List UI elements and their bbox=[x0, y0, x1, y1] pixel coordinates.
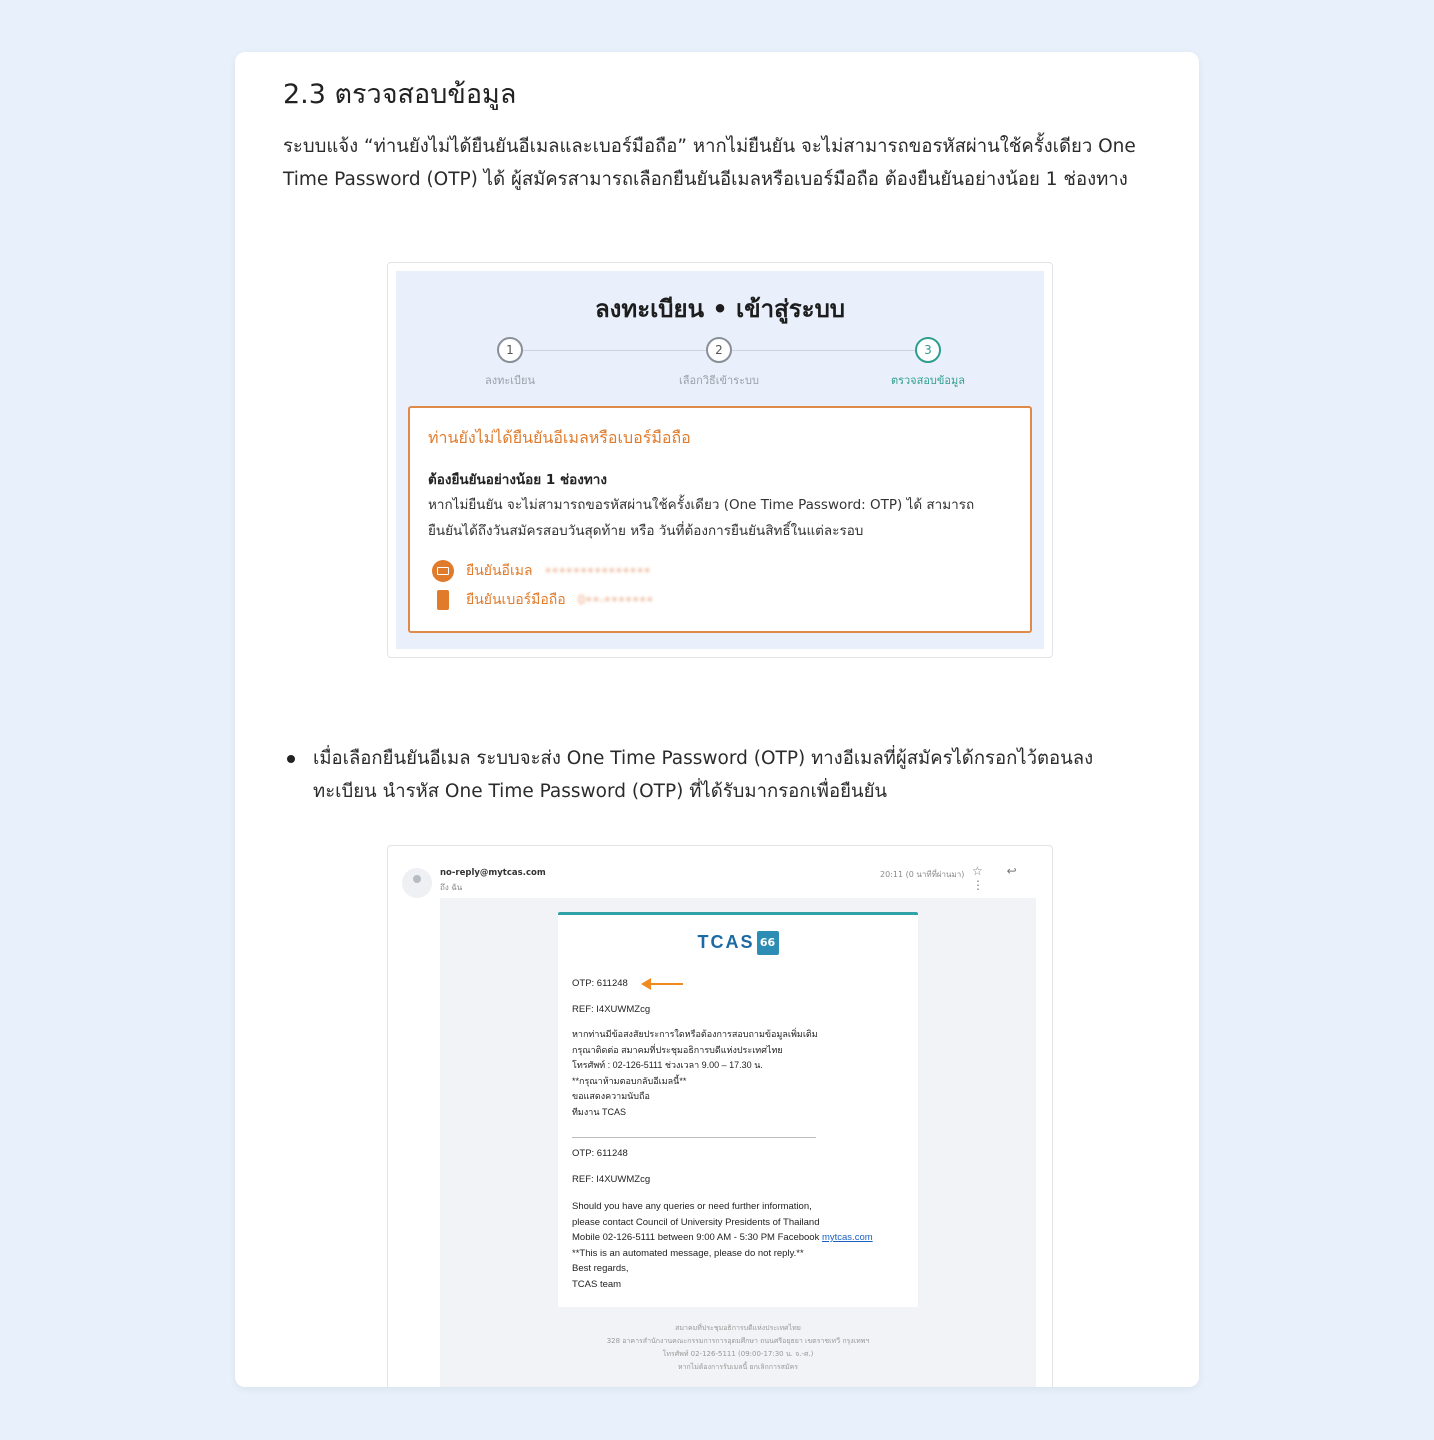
registration-screenshot bbox=[387, 262, 1053, 658]
email-date: 20:11 (0 นาทีที่ผ่านมา) bbox=[880, 870, 965, 879]
otp-code: OTP: 611248 bbox=[572, 978, 628, 989]
step-number: 3 bbox=[915, 337, 941, 363]
verify-phone-label: ยืนยันเบอร์มือถือ bbox=[466, 592, 566, 608]
step-label: เลือกวิธีเข้าระบบ bbox=[679, 374, 759, 387]
verification-warning-box bbox=[408, 406, 1032, 633]
logo-text: TCAS bbox=[697, 931, 755, 952]
section-heading: 2.3 ตรวจสอบข้อมูล bbox=[283, 79, 517, 110]
tcas-logo bbox=[558, 931, 918, 955]
verify-email-link[interactable] bbox=[432, 560, 651, 582]
divider bbox=[572, 1137, 816, 1138]
english-body-closing: **This is an automated message, please do not reply.** Best regards, TCAS team bbox=[572, 1247, 804, 1290]
phone-icon bbox=[437, 590, 449, 610]
english-body-text: Should you have any queries or need further information, please contact Council of University Presidents of Thailand Mobile 02-126-5111 between 9:00 AM - 5:30 PM Facebook bbox=[572, 1201, 820, 1243]
verify-phone-link[interactable] bbox=[432, 589, 653, 611]
step-3 bbox=[858, 337, 998, 389]
content-card bbox=[235, 52, 1199, 1387]
step-1 bbox=[440, 337, 580, 389]
section-paragraph: ระบบแจ้ง “ท่านยังไม่ได้ยืนยันอีเมลและเบอร์มือถือ” หากไม่ยืนยัน จะไม่สามารถขอรหัสผ่านใช้ครั้งเดียว One Time Password (OTP) ได้ ผู้สมัครสามารถเลือกยืนยันอีเมลหรือเบอร์มือถือ ต้องยืนยันอย่างน้อย 1 ช่องทาง bbox=[283, 136, 1136, 190]
registration-panel bbox=[396, 271, 1044, 649]
avatar bbox=[402, 868, 432, 898]
mail-icon bbox=[432, 560, 454, 582]
email-sender: no-reply@mytcas.com bbox=[440, 868, 546, 878]
email-message-card bbox=[558, 912, 918, 1307]
ref-code-2: REF: I4XUWMZcg bbox=[572, 1174, 651, 1185]
bullet-text: เมื่อเลือกยืนยันอีเมล ระบบจะส่ง One Time Password (OTP) ทางอีเมลที่ผู้สมัครได้กรอกไว้ตอนลงทะเบียน นำรหัส One Time Password (OTP) ที่ได้รับมากรอกเพื่อยืนยัน bbox=[313, 748, 1094, 802]
step-label: ตรวจสอบข้อมูล bbox=[890, 374, 966, 387]
bullet-dot bbox=[287, 755, 295, 763]
warning-title: ท่านยังไม่ได้ยืนยันอีเมลหรือเบอร์มือถือ bbox=[428, 428, 691, 447]
warning-subtitle: ต้องยืนยันอย่างน้อย 1 ช่องทาง bbox=[428, 472, 607, 488]
ref-code: REF: I4XUWMZcg bbox=[572, 1004, 651, 1015]
mytcas-link[interactable]: mytcas.com bbox=[821, 1232, 873, 1243]
email-action-icons[interactable]: ☆ ↩ ⋮ bbox=[972, 864, 1027, 892]
email-recipient: ถึง ฉัน bbox=[440, 883, 463, 892]
email-value: ••••••••••••••• bbox=[544, 564, 651, 578]
step-number: 1 bbox=[497, 337, 523, 363]
email-footer: สมาคมที่ประชุมอธิการบดีแห่งประเทศไทย 328 อาคารสำนักงานคณะกรรมการการอุดมศึกษา ถนนศรีอยุธยา เขตราชเทวี กรุงเทพฯ โทรศัพท์ 02-126-5111 (09:00-17:30 น. จ.-ศ.) หากไม่ต้องการรับเมลนี้ ยกเลิกการสมัคร bbox=[606, 1324, 870, 1371]
step-2 bbox=[649, 337, 789, 389]
email-screenshot bbox=[387, 845, 1053, 1387]
otp-code-2: OTP: 611248 bbox=[572, 1148, 628, 1159]
email-body-background bbox=[440, 898, 1036, 1387]
logo-badge: 66 bbox=[757, 931, 779, 955]
arrow-icon bbox=[643, 983, 683, 985]
english-message-body bbox=[572, 1199, 912, 1292]
registration-title: ลงทะเบียน • เข้าสู่ระบบ bbox=[594, 295, 846, 323]
step-label: ลงทะเบียน bbox=[485, 374, 535, 387]
verify-email-label: ยืนยันอีเมล bbox=[466, 563, 533, 579]
step-number: 2 bbox=[706, 337, 732, 363]
phone-value: 0••-••••••• bbox=[577, 593, 654, 607]
thai-message-body: หากท่านมีข้อสงสัยประการใดหรือต้องการสอบถามข้อมูลเพิ่มเติม กรุณาติดต่อ สมาคมที่ประชุมอธิการบดีแห่งประเทศไทย โทรศัพท์ : 02-126-5111 ช่วงเวลา 9.00 – 17.30 น. **กรุณาห้ามตอบกลับอีเมลนี้** ขอแสดงความนับถือ ทีมงาน TCAS bbox=[572, 1029, 818, 1117]
warning-text: หากไม่ยืนยัน จะไม่สามารถขอรหัสผ่านใช้ครั้งเดียว (One Time Password: OTP) ได้ สามารถยืนยันได้ถึงวันสมัครสอบวันสุดท้าย หรือ วันที่ต้องการยืนยันสิทธิ์ในแต่ละรอบ bbox=[428, 497, 975, 539]
